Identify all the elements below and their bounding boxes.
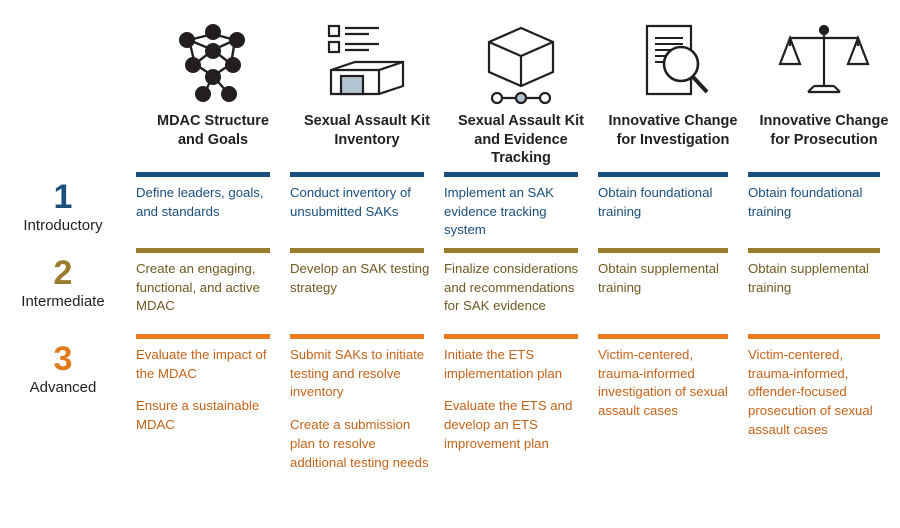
row-bar-level2: [290, 248, 424, 253]
cell-text: Submit SAKs to initiate testing and resolve inventory: [290, 347, 425, 400]
row-bar-level1: [444, 172, 578, 177]
cell-l3-c1: [136, 334, 290, 472]
document-magnifier-icon: [598, 0, 748, 112]
row-bar-level1: [136, 172, 270, 177]
cell-l1-c3: [444, 172, 598, 248]
cell-text: Implement an SAK evidence tracking system: [444, 185, 554, 238]
cell-text: Ensure a sustainable MDAC: [136, 398, 260, 433]
scales-of-justice-icon: [748, 0, 900, 112]
cell-l1-c4: [598, 172, 748, 248]
cell-l2-c3: [444, 248, 598, 334]
cell-l1-c2: [290, 172, 444, 248]
level-number-1: 1: [53, 178, 73, 216]
cell-l1-c5: [748, 172, 900, 248]
cell-text: Victim-centered, trauma-informed, offender-focused prosecution of sexual assault cases: [748, 347, 873, 437]
column-header-mdac-structure-and-goals: MDAC Structure and Goals: [157, 113, 269, 148]
cell-l3-c5: [748, 334, 900, 472]
level-number-3: 3: [53, 340, 73, 378]
row-bar-level2: [598, 248, 728, 253]
cell-text: Obtain foundational training: [748, 185, 863, 219]
level-number-2: 2: [53, 254, 73, 292]
cell-text: Victim-centered, trauma-informed investigation of sexual assault cases: [598, 347, 728, 419]
cell-text: Obtain supplemental training: [598, 261, 719, 295]
inventory-boxes-icon: [290, 0, 444, 112]
cell-l3-c3: [444, 334, 598, 472]
level-label-2: [0, 248, 136, 334]
row-bar-level3: [444, 334, 578, 339]
row-bar-level3: [136, 334, 270, 339]
header-corner-spacer: [0, 112, 136, 172]
row-bar-level1: [598, 172, 728, 177]
level-name-2: Intermediate: [21, 293, 105, 310]
level-name-3: Advanced: [29, 379, 97, 396]
cell-l1-c1: [136, 172, 290, 248]
column-header-innovative-change-for-investigation: Innovative Change for Investigation: [608, 113, 738, 148]
cell-l2-c1: [136, 248, 290, 334]
cell-l2-c4: [598, 248, 748, 334]
row-bar-level1: [290, 172, 424, 177]
cell-text: Create a submission plan to resolve additional testing needs: [290, 417, 429, 470]
cell-text: Initiate the ETS implementation plan: [444, 347, 563, 381]
column-header-innovative-change-for-prosecution: Innovative Change for Prosecution: [759, 113, 889, 148]
cell-text: Create an engaging, functional, and active MDAC: [136, 261, 260, 314]
level-label-1: [0, 172, 136, 248]
cell-text: Evaluate the ETS and develop an ETS improvement plan: [444, 398, 573, 451]
cell-l3-c4: [598, 334, 748, 472]
row-bar-level2: [748, 248, 880, 253]
cell-text: Finalize considerations and recommendations for SAK evidence: [444, 261, 579, 314]
row-bar-level2: [136, 248, 270, 253]
row-bar-level3: [290, 334, 424, 339]
column-header-sexual-assault-kit-and-evidence-tracking: Sexual Assault Kit and Evidence Tracking: [458, 113, 584, 167]
cell-text: Obtain supplemental training: [748, 261, 869, 295]
cell-text: Define leaders, goals, and standards: [136, 185, 264, 219]
row-bar-level3: [748, 334, 880, 339]
network-nodes-icon: [136, 0, 290, 112]
corner-spacer: [0, 0, 136, 112]
cell-text: Obtain foundational training: [598, 185, 713, 219]
cell-l2-c5: [748, 248, 900, 334]
cell-l3-c2: [290, 334, 444, 472]
cell-text: Develop an SAK testing strategy: [290, 261, 430, 295]
cell-l2-c2: [290, 248, 444, 334]
cell-text: Conduct inventory of unsubmitted SAKs: [290, 185, 411, 219]
row-bar-level2: [444, 248, 578, 253]
box-tracking-icon: [444, 0, 598, 112]
row-bar-level3: [598, 334, 728, 339]
level-label-3: [0, 334, 136, 472]
level-name-1: Introductory: [23, 217, 103, 234]
row-bar-level1: [748, 172, 880, 177]
column-header-sexual-assault-kit-inventory: Sexual Assault Kit Inventory: [304, 113, 430, 148]
cell-text: Evaluate the impact of the MDAC: [136, 347, 267, 381]
